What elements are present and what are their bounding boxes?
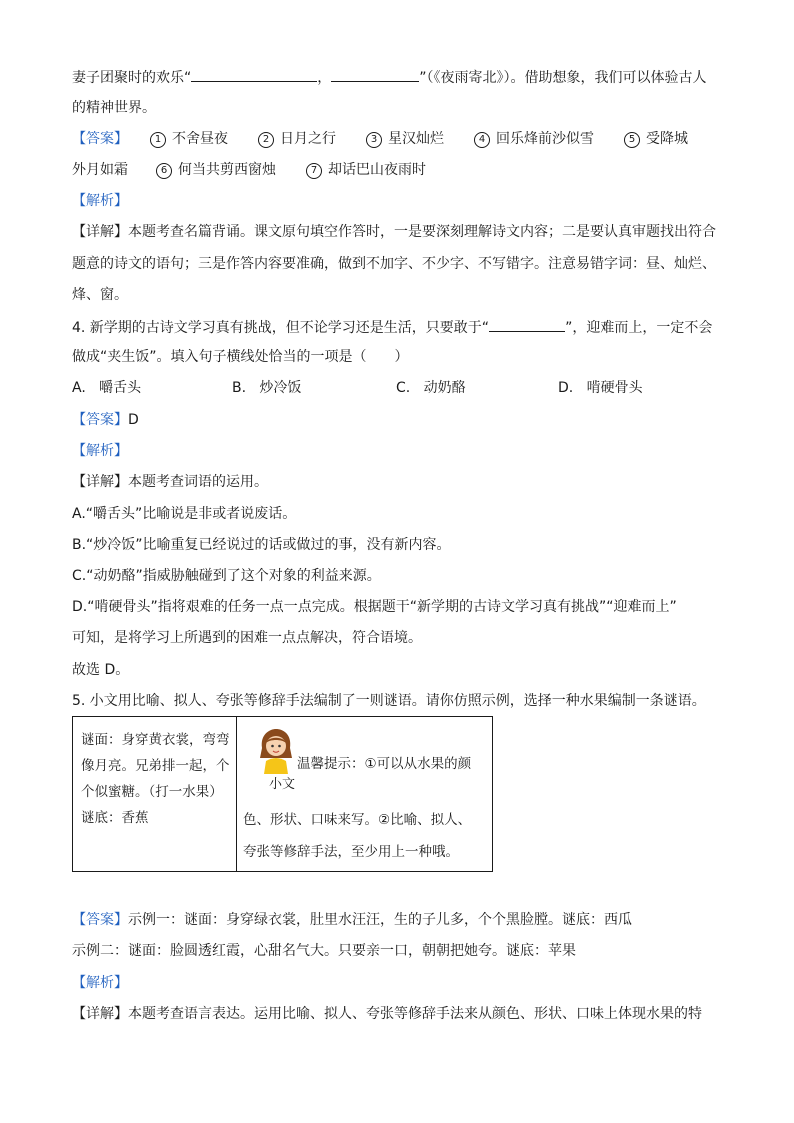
riddle-line: 像月亮。兄弟排一起，个	[81, 758, 230, 774]
q4-options	[72, 378, 643, 398]
q4-stem-line-1	[72, 316, 712, 338]
option-text: 动奶酪	[423, 380, 466, 396]
detail-text: 本题考查语言表达。运用比喻、拟人、夸张等修辞手法来从颜色、形状、口味上体现水果的特	[128, 1006, 702, 1022]
q5-answer-line-1	[72, 910, 632, 930]
comma: ，	[317, 70, 332, 86]
q3-analysis-label: 【解析】	[72, 193, 128, 209]
fill-blank	[331, 66, 419, 82]
fill-blank	[191, 66, 317, 82]
answer-label: 【答案】	[72, 412, 128, 428]
riddle-example-cell	[73, 717, 237, 872]
q3-detail-line-1	[72, 222, 716, 242]
q4-stem-b: ”，迎难而上，一定不会	[565, 320, 713, 336]
circle-number: 3	[366, 132, 382, 148]
riddle-line: 个似蜜糖。（打一水果）	[81, 784, 223, 800]
q4-detail-line	[72, 472, 268, 492]
q3-answer-line-1	[72, 129, 688, 149]
riddle-line: 谜底：香蕉	[81, 810, 149, 826]
riddle-line: 谜面：身穿黄衣裳，弯弯	[81, 732, 230, 748]
fill-blank	[489, 316, 565, 332]
q5-stem: 5. 小文用比喻、拟人、夸张等修辞手法编制了一则谜语。请你仿照示例，选择一种水果编制一条谜语。	[72, 693, 706, 709]
detail-text: 本题考查名篇背诵。课文原句填空作答时，一是要深刻理解诗文内容；二是要认真审题找出符合	[128, 224, 716, 240]
q5-analysis-label: 【解析】	[72, 975, 128, 991]
option-letter: A.	[72, 380, 86, 396]
q4-conclusion: 故选 D。	[72, 662, 130, 678]
option-text: 炒冷饭	[259, 380, 302, 396]
hint-line: 色、形状、口味来写。②比喻、拟人、	[243, 812, 472, 828]
answer-item: 日月之行	[280, 131, 336, 147]
q5-answer-line-2: 示例二：谜面：脸圆透红霞，心甜名气大。只要亲一口，朝朝把她夸。谜底：苹果	[72, 943, 576, 959]
answer-item-cont: 外月如霜	[72, 162, 128, 178]
q4-expl-d-1: D.“啃硬骨头”指将艰难的任务一点一点完成。根据题干“新学期的古诗文学习真有挑战”“迎难而上”	[72, 599, 677, 615]
detail-label: 【详解】	[72, 474, 128, 490]
intro-text-b: ”（《夜雨寄北》）。借助想象，我们可以体验古人	[419, 70, 707, 86]
answer-item: 却话巴山夜雨时	[328, 162, 426, 178]
answer-item: 星汉灿烂	[388, 131, 444, 147]
option-letter: C.	[396, 380, 411, 396]
q3-detail-line-3: 烽、窗。	[72, 287, 128, 303]
circle-number: 7	[306, 163, 322, 179]
answer-item: 不舍昼夜	[172, 131, 228, 147]
q4-answer-line	[72, 410, 139, 430]
intro-text-a: 妻子团聚时的欢乐“	[72, 70, 192, 86]
detail-label: 【详解】	[72, 224, 128, 240]
q4-expl-d-2: 可知，是将学习上所遇到的困难一点点解决，符合语境。	[72, 630, 422, 646]
q3-detail-line-2: 题意的诗文的语句；三是作答内容要准确，做到不加字、不少字、不写错字。注意易错字词：昼、灿烂、	[72, 256, 716, 272]
q4-stem-line-2: 做成“夹生饭”。填入句子横线处恰当的一项是（ ）	[72, 349, 409, 365]
circle-number: 6	[156, 163, 172, 179]
q3-answer-line-2	[72, 160, 426, 180]
option-c	[396, 378, 558, 398]
circle-number: 4	[474, 132, 490, 148]
girl-name: 小文	[269, 777, 296, 792]
q4-expl-a: A.“嚼舌头”比喻说是非或者说废话。	[72, 506, 297, 522]
detail-label: 【详解】	[72, 1006, 128, 1022]
girl-avatar-icon	[256, 728, 296, 774]
hint-line: 温馨提示：①可以从水果的颜	[297, 756, 472, 772]
answer-item: 回乐烽前沙似雪	[496, 131, 594, 147]
option-letter: D.	[558, 380, 574, 396]
circle-number: 1	[150, 132, 166, 148]
option-b	[232, 378, 396, 398]
hint-line: 夸张等修辞手法，至少用上一种哦。	[243, 844, 459, 860]
q4-expl-b: B.“炒冷饭”比喻重复已经说过的话或做过的事，没有新内容。	[72, 537, 451, 553]
q4-analysis-label: 【解析】	[72, 443, 128, 459]
detail-text: 本题考查词语的运用。	[128, 474, 268, 490]
option-letter: B.	[232, 380, 247, 396]
circle-number: 2	[258, 132, 274, 148]
answer-text: 示例一：谜面：身穿绿衣裳，肚里水汪汪，生的子儿多，个个黑脸膛。谜底：西瓜	[128, 912, 632, 928]
option-text: 啃硬骨头	[586, 380, 643, 396]
answer-label: 【答案】	[72, 131, 128, 147]
answer-item: 何当共剪西窗烛	[178, 162, 276, 178]
intro-line-2: 的精神世界。	[72, 100, 156, 116]
answer-value: D	[128, 412, 139, 428]
answer-item: 受降城	[646, 131, 688, 147]
circle-number: 5	[624, 132, 640, 148]
option-a	[72, 378, 232, 398]
option-text: 嚼舌头	[99, 380, 142, 396]
q4-expl-c: C.“动奶酪”指威胁触碰到了这个对象的利益来源。	[72, 568, 381, 584]
answer-label: 【答案】	[72, 912, 128, 928]
q5-detail-line	[72, 1004, 702, 1024]
option-d	[558, 378, 643, 398]
q4-stem-a: 4. 新学期的古诗文学习真有挑战，但不论学习还是生活，只要敢于“	[72, 320, 490, 336]
intro-line-1	[72, 66, 707, 88]
